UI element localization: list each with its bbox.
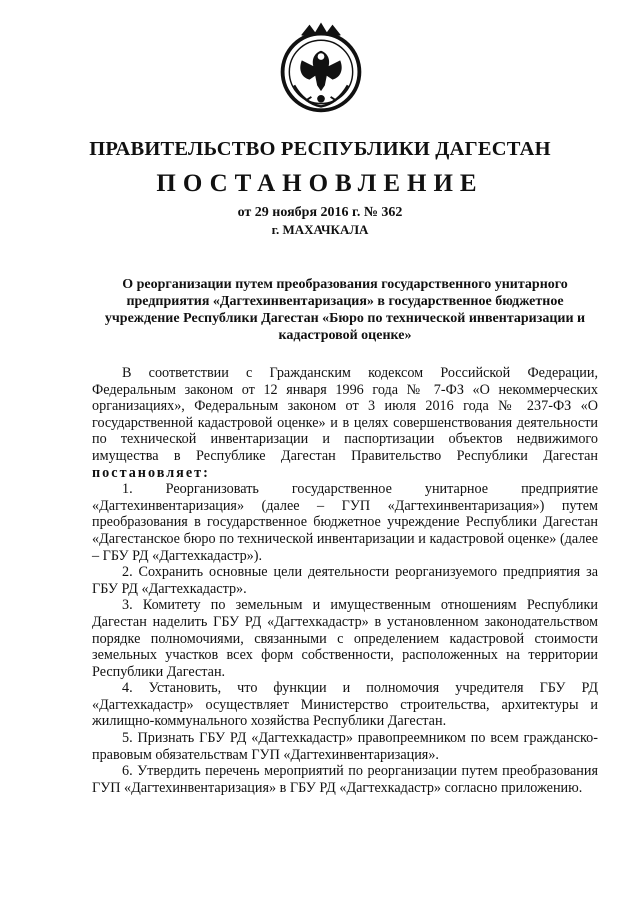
preamble-text: В соответствии с Гражданским кодексом Российской Федерации, Федеральным законом от 12 января 1996 года № 7-ФЗ «О некоммерческих организациях», Федеральным законом от 3 июля 2016 года № 237-ФЗ «О государственной кадастровой оценке» и в целях совершенствования деятельности по технической инвентаризации и паспортизации объектов недвижимого имущества в Республике Дагестан Правительство Республики Дагестан — [92, 365, 598, 464]
document-city: г. МАХАЧКАЛА — [271, 222, 369, 237]
document-date-number: от 29 ноября 2016 г. № 362 — [237, 205, 403, 220]
item-3: 3. Комитету по земельным и имущественным отношениям Республики Дагестан наделить ГБУ РД «Дагтехкадастр» в установленном законодательством порядке полномочиями, связанными с определением кадастровой стоимости земельных участков всех форм собственности, расположенных на территории Республики Дагестан. — [92, 597, 598, 680]
item-6: 6. Утвердить перечень мероприятий по реорганизации путем преобразования ГУП «Дагтехинвентаризация» в ГБУ РД «Дагтехкадастр» согласно приложению. — [92, 763, 598, 796]
document-type-title: ПОСТАНОВЛЕНИЕ — [156, 170, 484, 197]
organization-title: ПРАВИТЕЛЬСТВО РЕСПУБЛИКИ ДАГЕСТАН — [89, 138, 551, 160]
item-5: 5. Признать ГБУ РД «Дагтехкадастр» правопреемником по всем гражданско-правовым обязательствам ГУП «Дагтехинвентаризация». — [92, 730, 598, 763]
decree-word: постановляет: — [92, 464, 210, 481]
document-body — [92, 365, 598, 796]
item-2: 2. Сохранить основные цели деятельности реорганизуемого предприятия за ГБУ РД «Дагтехкадастр». — [92, 564, 598, 597]
preamble-paragraph — [92, 365, 598, 481]
item-4: 4. Установить, что функции и полномочия учредителя ГБУ РД «Дагтехкадастр» осуществляет Министерство строительства, архитектуры и жилищно-коммунального хозяйства Республики Дагестан. — [92, 680, 598, 730]
item-1: 1. Реорганизовать государственное унитарное предприятие «Дагтехинвентаризация» (далее – ГУП «Дагтехинвентаризация») путем преобразования в государственное бюджетное учреждение Республики Дагестан «Дагестанское бюро по технической инвентаризации и кадастровой оценке» (далее – ГБУ РД «Дагтехкадастр»). — [92, 481, 598, 564]
document-subject: О реорганизации путем преобразования государственного унитарного предприятия «Дагтехинвентаризация» в государственное бюджетное учреждение Республики Дагестан «Бюро по технической инвентаризации и кадастровой оценке» — [104, 277, 586, 343]
coat-of-arms-emblem — [273, 22, 369, 118]
